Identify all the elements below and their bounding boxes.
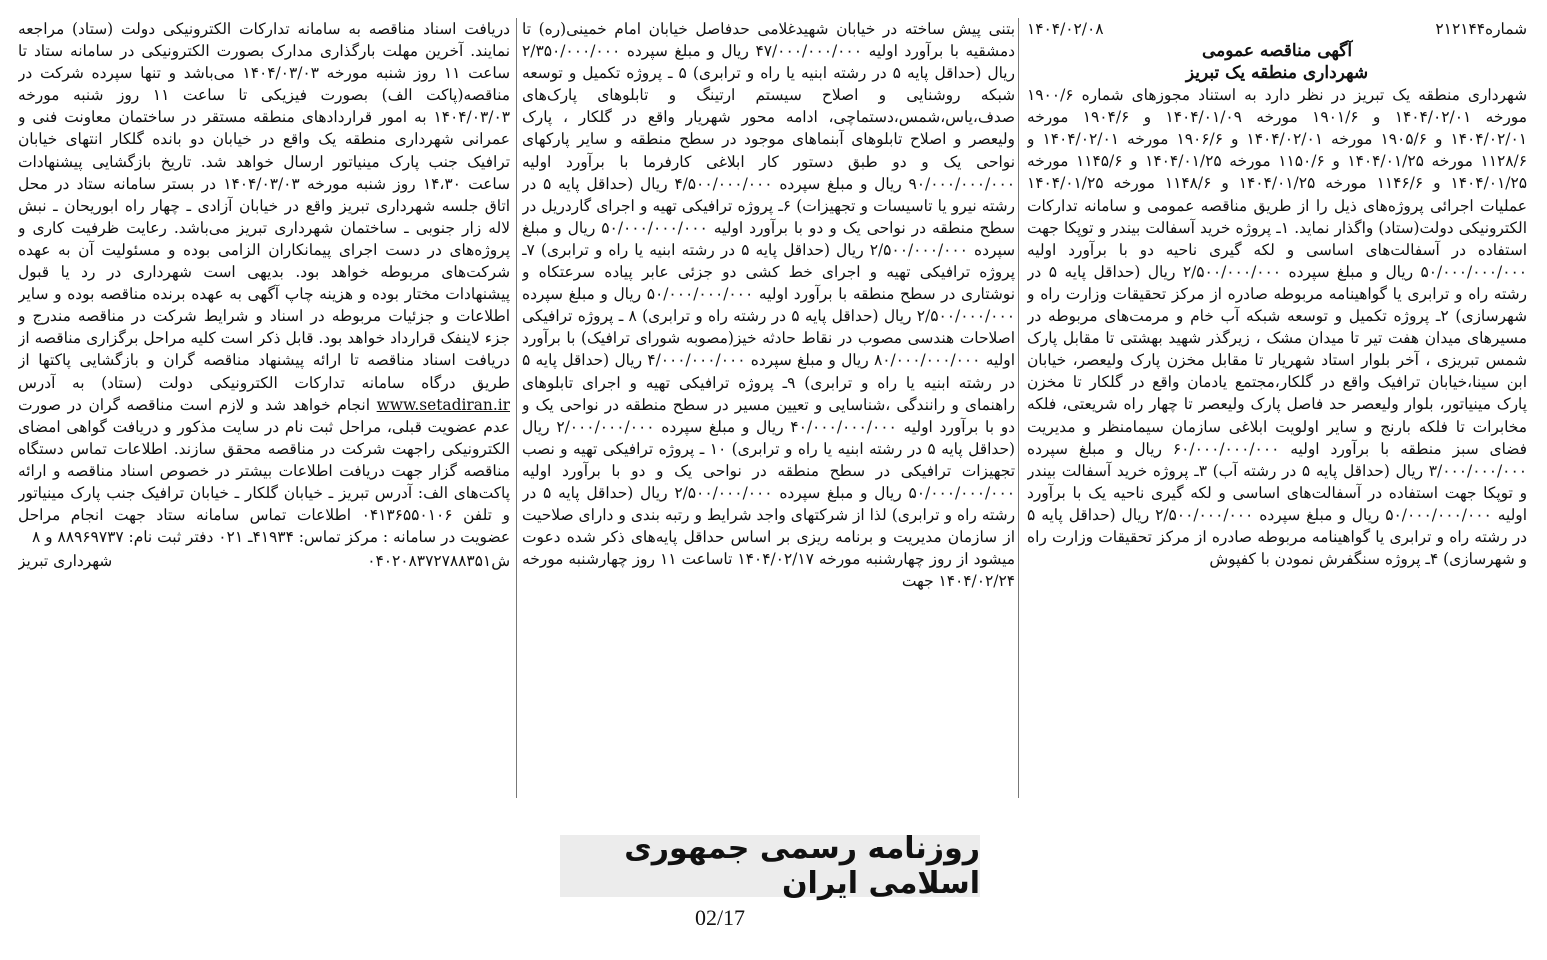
notice-column-1 (1027, 18, 1527, 798)
notice-reference-number: ش۰۴۰۲۰۸۳۷۲۷۸۸۳۵۱ (367, 552, 510, 571)
notice-body-part-2: بتنی پیش ساخته در خیابان شهیدغلامی حدفاصل خیابان امام خمینی(ره) تا دمشقیه با برآورد اولیه ۴۷/۰۰۰/۰۰۰/۰۰۰ ریال و مبلغ سپرده ۲/۳۵۰/۰۰۰/۰۰۰ ریال (حداقل پایه ۵ در رشته ابنیه یا راه و ترابری) ۵ ـ پروژه تکمیل و توسعه شبکه روشنایی و اصلاح سیستم ارتینگ و تابلوهای پارک‌های صدف،یاس،شمس،دستماچی، ادامه محور شهریار واقع در گلکار ، پارک ولیعصر و اصلاح تابلوهای آبنماهای موجود در سطح منطقه و سایر پارکهای نواحی یک و دو طبق دستور کار ابلاغی کارفرما با برآورد اولیه ۹۰/۰۰۰/۰۰۰/۰۰۰ ریال و مبلغ سپرده ۴/۵۰۰/۰۰۰/۰۰۰ ریال (حداقل پایه ۵ در رشته نیرو یا تاسیسات و تجهیزات) ۶ـ پروژه ترافیکی تهیه و اجرای گاردریل در سطح منطقه در نواحی یک و دو با برآورد اولیه ۵۰/۰۰۰/۰۰۰/۰۰۰ ریال و مبلغ سپرده ۲/۵۰۰/۰۰۰/۰۰۰ ریال (حداقل پایه ۵ در رشته ابنیه یا راه و ترابری) ۷ـ پروژه ترافیکی تهیه و اجرای خط کشی دو جزئی عابر پیاده سرعتکاه و نوشتاری در سطح منطقه با برآورد اولیه ۵۰/۰۰۰/۰۰۰/۰۰۰ ریال و مبلغ سپرده ۲/۵۰۰/۰۰۰/۰۰۰ ریال (حداقل پایه ۵ در رشته راه و ترابری) ۸ ـ پروژه ترافیکی اصلاحات هندسی مصوب در نقاط حادثه خیز(مصوبه شورای ترافیک) با برآورد اولیه ۸۰/۰۰۰/۰۰۰/۰۰۰ ریال و مبلغ سپرده ۴/۰۰۰/۰۰۰/۰۰۰ ریال (حداقل پایه ۵ در رشته ابنیه یا راه و ترابری) ۹ـ پروژه ترافیکی تهیه و اجرای تابلوهای راهنمای و رانندگی ،شناسایی و تعیین مسیر در سطح منطقه در نواحی یک و دو با برآورد اولیه ۴۰/۰۰۰/۰۰۰/۰۰۰ ریال و مبلغ سپرده ۲/۰۰۰/۰۰۰/۰۰۰ ریال (حداقل پایه ۵ در رشته ابنیه یا راه و ترابری) ۱۰ ـ پروژه ترافیکی تهیه و نصب تجهیزات ترافیکی در سطح منطقه در نواحی یک و دو با برآورد اولیه ۵۰/۰۰۰/۰۰۰/۰۰۰ ریال و مبلغ سپرده ۲/۵۰۰/۰۰۰/۰۰۰ ریال (حداقل پایه ۵ در رشته راه و ترابری) لذا از شرکتهای واجد شرایط و رتبه بندی و دارای صلاحیت از سازمان مدیریت و برنامه ریزی بر اساس حداقل پایه‌های ذکر شده دعوت میشود از روز چهارشنبه مورخه ۱۴۰۴/۰۲/۱۷ تاساعت ۱۱ روز چهارشنبه مورخه ۱۴۰۴/۰۲/۲۴ جهت (522, 20, 1015, 591)
notice-number: شماره۲۱۲۱۴۴ (1435, 20, 1527, 38)
notice-publisher: شهرداری تبریز (18, 552, 113, 571)
page-number: 02/17 (694, 905, 746, 930)
column-divider (1018, 18, 1019, 798)
notice-body-part-1: شهرداری منطقه یک تبریز در نظر دارد به استناد مجوزهای شماره ۱۹۰۰/۶ مورخه ۱۴۰۴/۰۲/۰۱ و ۱۹۰۱/۶ مورخه ۱۴۰۴/۰۱/۰۹ و ۱۹۰۴/۶ مورخه ۱۴۰۴/۰۲/۰۱ و ۱۹۰۵/۶ مورخه ۱۴۰۴/۰۲/۰۱ و ۱۹۰۶/۶ مورخه ۱۴۰۴/۰۲/۰۱ و ۱۱۲۸/۶ مورخه ۱۴۰۴/۰۱/۲۵ و ۱۱۵۰/۶ مورخه ۱۴۰۴/۰۱/۲۵ و ۱۱۴۵/۶ مورخه ۱۴۰۴/۰۱/۲۵ و ۱۱۴۶/۶ مورخه ۱۴۰۴/۰۱/۲۵ و ۱۱۴۸/۶ مورخه ۱۴۰۴/۰۱/۲۵ عملیات اجرائی پروژه‌های ذیل را از طریق مناقصه عمومی و سامانه تدارکات الکترونیکی دولت(ستاد) واگذار نماید. ۱ـ پروژه خرید آسفالت بیندر و توپکا جهت استفاده در آسفالت‌های اساسی و لکه گیری ناحیه دو با برآورد اولیه ۵۰/۰۰۰/۰۰۰/۰۰۰ ریال و مبلغ سپرده ۲/۵۰۰/۰۰۰/۰۰۰ ریال (حداقل پایه ۵ در رشته راه و ترابری یا گواهینامه مربوطه صادره از مرکز تحقیقات وزارت راه و شهرسازی) ۲ـ پروژه تکمیل و توسعه شبکه آب خام و مرمت‌های مربوطه در مسیرهای میدان هفت تیر تا میدان مشک ، زیرگذر شهید بهشتی تا مقابل پارک شمس تبریزی ، آخر بلوار استاد شهریار تا مقابل مخزن پارک ولیعصر، خیابان ابن سینا،خیابان ترافیک واقع در گلکار،مجتمع یادمان واقع در گلکار تا مخزن پارک مینیاتور، بلوار ولیعصر حد فاصل پارک ولیعصر تا چهار راه شریعتی، فلکه مخابرات تا فلکه بارنج و سایر اولویت ابلاغی سازمان سیمامنظر و مدیریت فضای سبز منطقه با برآورد اولیه ۶۰/۰۰۰/۰۰۰/۰۰۰ ریال و مبلغ سپرده ۳/۰۰۰/۰۰۰/۰۰۰ ریال (حداقل پایه ۵ در رشته آب) ۳ـ پروژه خرید آسفالت بیندر و توپکا جهت استفاده در آسفالت‌های اساسی و لکه گیری ناحیه یک با برآورد اولیه ۵۰/۰۰۰/۰۰۰/۰۰۰ ریال و مبلغ سپرده ۲/۵۰۰/۰۰۰/۰۰۰ ریال (حداقل پایه ۵ در رشته راه و ترابری یا گواهینامه مربوطه صادره از مرکز تحقیقات وزارت راه و شهرسازی) ۴ـ پروژه سنگفرش نمودن با کفپوش (1027, 86, 1527, 569)
notice-date: ۱۴۰۴/۰۲/۰۸ (1027, 20, 1104, 38)
notice-column-2 (522, 18, 1015, 798)
notice-subtitle: شهرداری منطقه یک تبریز (1185, 63, 1369, 84)
notice-header-row (1027, 18, 1527, 40)
notice-title: آگهی مناقصه عمومی (1201, 41, 1353, 62)
notice-body-part-3 (18, 18, 510, 548)
notice-body-before-link: دریافت اسناد مناقصه به سامانه تدارکات الکترونیکی دولت (ستاد) مراجعه نمایند. آخرین مهلت بارگذاری مدارک بصورت الکترونیکی در سامانه ستاد تا ساعت ۱۱ روز شنبه مورخه ۱۴۰۴/۰۳/۰۳ می‌باشد و تنها سپرده شرکت در مناقصه(پاکت الف) بصورت فیزیکی تا ساعت ۱۱ روز شنبه مورخه ۱۴۰۴/۰۳/۰۳ به امور قراردادهای منطقه مستقر در ساختمان معاونت فنی و عمرانی شهرداری منطقه یک واقع در خیابان دو بانده گلکار انتهای خیابان ترافیک جنب پارک مینیاتور ارسال خواهد شد. تاریخ بازگشایی پیشنهادات ساعت ۱۴،۳۰ روز شنبه مورخه ۱۴۰۴/۰۳/۰۳ در بستر سامانه ستاد در محل اتاق جلسه شهرداری تبریز واقع در خیابان آزادی ـ چهار راه ابوریحان ـ نبش لاله زار جنوبی ـ ساختمان شهرداری تبریز می‌باشد. رعایت ظرفیت کاری و پروژه‌های در دست اجرای پیمانکاران الزامی بوده و مسئولیت آن به عهده شرکت‌های مربوطه خواهد بود. بدیهی است شهرداری در رد یا قبول پیشنهادات مختار بوده و هزینه چاپ آگهی به عهده برنده مناقصه بوده و سایر اطلاعات و جزئیات مربوطه در اسناد و شرایط شرکت در مناقصه مندرج و جزء لاینفک قرارداد خواهد بود. قابل ذکر است کلیه مراحل برگزاری مناقصه از دریافت اسناد مناقصه تا ارائه پیشنهاد مناقصه گران و بازگشایی پاکتها از طریق درگاه سامانه تدارکات الکترونیکی دولت (ستاد) به آدرس (18, 20, 510, 392)
newspaper-name-banner: روزنامه رسمی جمهوری اسلامی ایران (560, 835, 980, 897)
notice-column-3 (18, 18, 510, 798)
notice-signature-row (18, 550, 510, 572)
column-divider (516, 18, 517, 798)
setad-website-link[interactable]: www.setadiran.ir (376, 395, 510, 414)
notice-body-after-link: انجام خواهد شد و لازم است مناقصه گران در صورت عدم عضویت قبلی، مراحل ثبت نام در سایت مذکور و دریافت گواهی امضای الکترونیکی راجهت شرکت در مناقصه محقق سازند. اطلاعات تماس دستگاه مناقصه گزار جهت دریافت اطلاعات بیشتر در خصوص اسناد مناقصه و ارائه پاکت‌های الف: آدرس تبریز ـ خیابان گلکار ـ خیابان ترافیک جنب پارک مینیاتور و تلفن ۰۴۱۳۶۵۵۰۱۰۶ اطلاعات تماس سامانه ستاد جهت انجام مراحل عضویت در سامانه : مرکز تماس: ۴۱۹۳۴ـ ۰۲۱ دفتر ثبت نام: ۸۸۹۶۹۷۳۷ و ۸ (18, 395, 510, 547)
